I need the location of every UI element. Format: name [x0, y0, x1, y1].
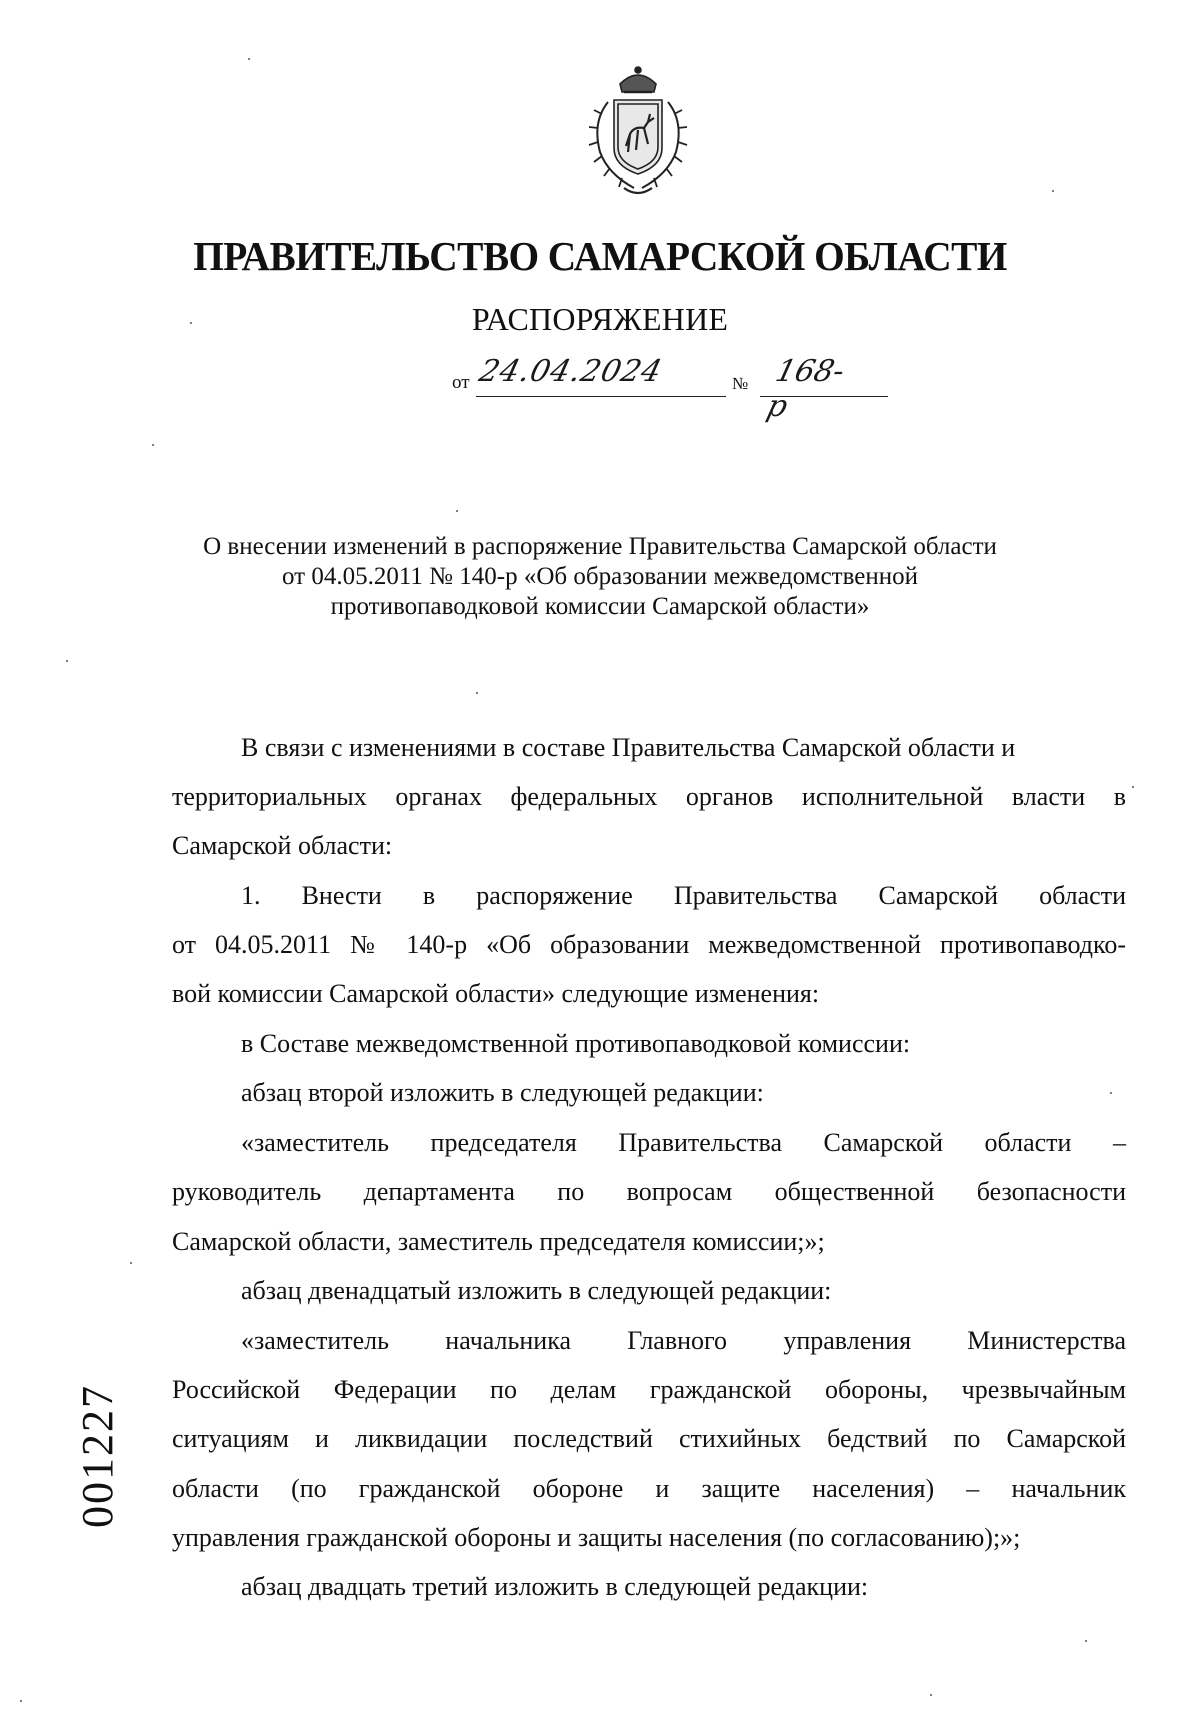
body-line: ситуациям и ликвидации последствий стихийных бедствий по Самарской — [172, 1424, 1126, 1453]
document-subject — [0, 532, 1200, 622]
body-line: в Составе межведомственной противопаводковой комиссии: — [241, 1029, 911, 1058]
subject-line: от 04.05.2011 № 140-р «Об образовании межведомственной — [282, 563, 918, 590]
scan-speck — [1085, 1640, 1087, 1642]
side-registration-code: 001227 — [73, 1384, 122, 1528]
date-underline — [476, 396, 726, 397]
body-line: Российской Федерации по делам гражданской обороны, чрезвычайным — [172, 1375, 1126, 1404]
scan-speck — [1132, 786, 1134, 788]
scan-speck — [456, 510, 458, 512]
scan-speck — [152, 444, 154, 446]
scan-speck — [930, 1694, 932, 1696]
body-line: области (по гражданской обороне и защите населения) – начальник — [172, 1474, 1126, 1503]
scan-speck — [66, 660, 68, 662]
body-line: Самарской области: — [172, 831, 393, 860]
handwritten-date: 24.04.2024 — [475, 354, 667, 389]
scan-speck — [20, 1700, 22, 1702]
body-line: территориальных органах федеральных органов исполнительной власти в — [172, 782, 1126, 811]
body-line: 1. Внести в распоряжение Правительства Самарской области — [241, 881, 1126, 910]
body-line: абзац второй изложить в следующей редакции: — [241, 1078, 764, 1107]
subject-line: противопаводковой комиссии Самарской области» — [330, 593, 870, 620]
body-line: вой комиссии Самарской области» следующие изменения: — [172, 979, 820, 1008]
scan-speck — [190, 322, 192, 324]
scan-speck — [1052, 190, 1054, 192]
scan-speck — [248, 58, 250, 60]
subject-line: О внесении изменений в распоряжение Правительства Самарской области — [203, 533, 997, 560]
number-sign: № — [732, 374, 749, 393]
body-line: Самарской области, заместитель председателя комиссии;»; — [172, 1227, 825, 1256]
document-type: РАСПОРЯЖЕНИЕ — [471, 301, 729, 337]
organization-title: ПРАВИТЕЛЬСТВО САМАРСКОЙ ОБЛАСТИ — [193, 233, 1007, 279]
scan-speck — [476, 692, 478, 694]
body-line: «заместитель начальника Главного управления Министерства — [241, 1326, 1126, 1355]
body-line: абзац двадцать третий изложить в следующей редакции: — [241, 1572, 869, 1601]
body-line: руководитель департамента по вопросам общественной безопасности — [172, 1177, 1126, 1206]
date-prefix: от — [452, 372, 470, 393]
handwritten-number: 168-р — [763, 354, 849, 424]
scan-speck — [130, 1262, 132, 1264]
body-line: В связи с изменениями в составе Правительства Самарской области и — [241, 733, 1016, 762]
date-number-line — [452, 354, 852, 424]
body-line: абзац двенадцатый изложить в следующей редакции: — [241, 1276, 832, 1305]
scan-speck — [1110, 1092, 1112, 1094]
body-line: от 04.05.2011 № 140-р «Об образовании межведомственной противопаводко- — [172, 930, 1126, 959]
body-line: «заместитель председателя Правительства Самарской области – — [241, 1128, 1126, 1157]
body-line: управления гражданской обороны и защиты населения (по согласованию);»; — [172, 1523, 1021, 1552]
coat-of-arms-icon — [578, 62, 698, 202]
